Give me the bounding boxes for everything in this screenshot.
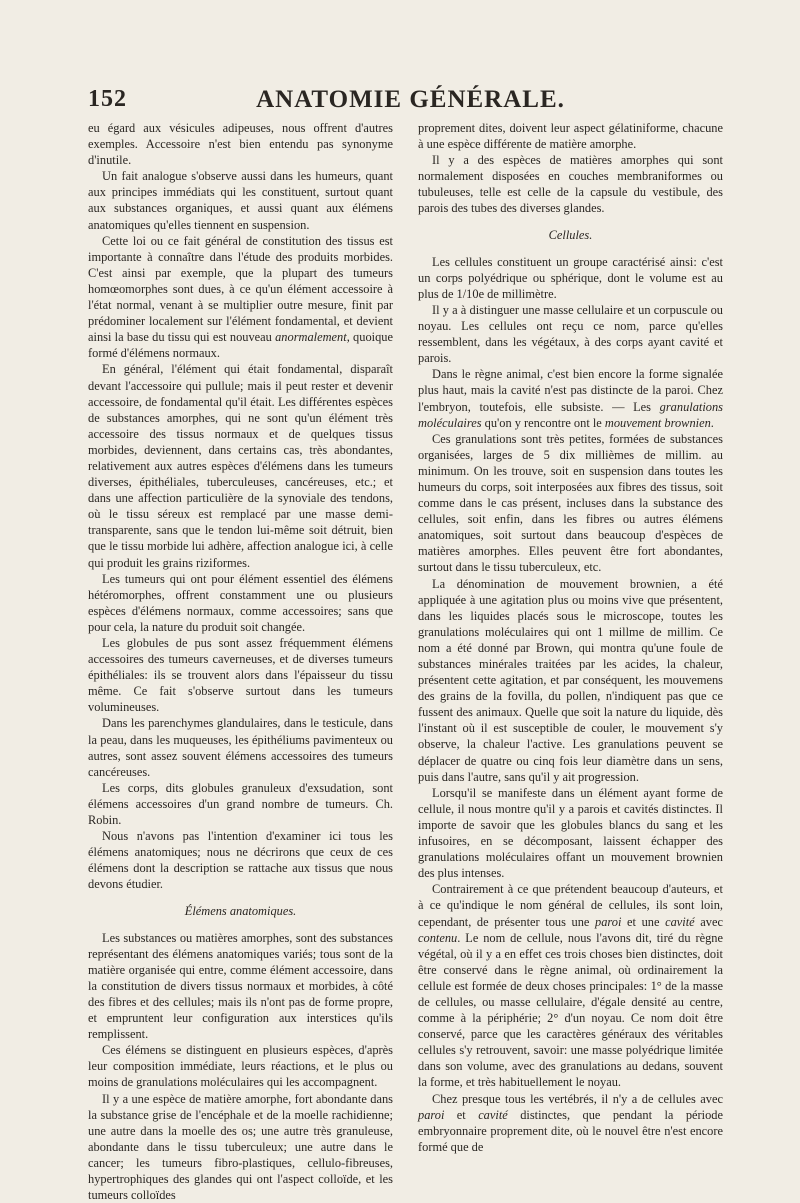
paragraph bbox=[418, 1091, 723, 1155]
italic-term: paroi bbox=[595, 914, 622, 929]
paragraph: Nous n'avons pas l'intention d'examiner ici tous les élémens anatomiques; nous ne décrirons que ceux de ces élémens dont la description se rattache aux tissus que nous devons étudier. bbox=[88, 829, 393, 892]
paragraph: Ces élémens se distinguent en plusieurs espèces, d'après leur composition immédiate, leurs réactions, et le plus ou moins de granulations moléculaires qui les accompagnent. bbox=[88, 1043, 393, 1090]
paragraph: Les cellules constituent un groupe caractérisé ainsi: c'est un corps polyédrique ou sphérique, dont le volume est au plus de 1/10e de millimètre. bbox=[418, 254, 723, 301]
paragraph: Il y a des espèces de matières amorphes qui sont normalement disposées en couches membraniformes ou tubuleuses, telle est celle de la capsule du vestibule, des parois des tubes des diverses glandes. bbox=[418, 153, 723, 216]
italic-term: cavité bbox=[478, 1107, 508, 1122]
paragraph: En général, l'élément qui était fondamental, disparaît devant l'accessoire qui pullule; mais il peut rester et devenir accessoire, de fondamental qu'il était. Les différentes espèces de substances amorphes, qui ne sont qu'un élément très accessoire des tissus normaux et de quelques tissus morbides, deviennent, dans certains cas, très abondantes, relativement aux autres espèces d'élémens dans les tumeurs diverses, épithéliales, tuberculeuses, cancéreuses, etc.; et dans une affection particulière de la synoviale des tendons, où le tissu séreux est remplacé par une masse demi-transparente, sans que le tendon lui-même soit détruit, bien que le tissu morbide lui adhère, affection analogue ici, à celle qui produit les grains riziformes. bbox=[88, 362, 393, 570]
section-heading: Élémens anatomiques. bbox=[184, 903, 297, 918]
paragraph-text: Chez presque tous les vertébrés, il n'y a de cellules avec bbox=[432, 1091, 723, 1106]
paragraph-text: Contrairement à ce que prétendent beaucoup d'auteurs, et à ce qu'indique le nom général de cellules, ils sont loin, cependant, de présenter tous une bbox=[418, 882, 723, 929]
italic-term: mouvement brownien bbox=[604, 415, 711, 430]
paragraph-text: avec bbox=[694, 914, 723, 929]
paragraph-text: distinctes, que pendant la période embryonnaire proprement dite, où le nouvel être n'est encore formé que de bbox=[418, 1107, 723, 1154]
paragraph-text: Cette loi ou ce fait général de constitution des tissus est importante à connaître dans l'étude des produits morbides. C'est ainsi par exemple, que la plupart des tumeurs homœomorphes sont dues, à ce qu'un élément accessoire à l'état normal, venant à se multiplier outre mesure, finit par prédominer localement sur l'élément fondamental, et devient ainsi la base du tissu qui est nouveau bbox=[88, 233, 393, 345]
paragraph: Un fait analogue s'observe aussi dans les humeurs, quant aux principes immédiats qui les constituent, surtout quant aux substances organiques, et aussi quant aux élémens anatomiques qu'elles tiennent en suspension. bbox=[88, 169, 393, 232]
paragraph: eu égard aux vésicules adipeuses, nous offrent d'autres exemples. Accessoire n'est bien entendu pas synonyme d'inutile. bbox=[88, 121, 393, 168]
page-header bbox=[88, 86, 733, 116]
paragraph: Les corps, dits globules granuleux d'exsudation, sont élémens accessoires d'un grand nombre de tumeurs. Ch. Robin. bbox=[88, 780, 393, 828]
paragraph: Dans les parenchymes glandulaires, dans le testicule, dans la peau, dans les muqueuses, les épithéliums pavimenteux ou autres, sont assez souvent élémens accessoires des tumeurs cancéreuses. bbox=[88, 716, 393, 779]
paragraph: Ces granulations sont très petites, formées de substances organisées, larges de 5 dix millièmes de millim. au minimum. On les trouve, soit en suspension dans toutes les humeurs du corps, soit interposées aux fibres des tissus, soit comme dans le cas présent, incluses dans la substance des cellules, soit enfin, dans les fibres ou autres élémens anatomiques, soit surtout dans beaucoup d'espèces de matières amorphes. Elles peuvent être fort abondantes, surtout dans le tissu tuberculeux, etc. bbox=[418, 431, 723, 575]
paragraph: Les globules de pus sont assez fréquemment élémens accessoires des tumeurs caverneuses, et de diverses tumeurs épithéliales: ils se trouvent alors dans l'épaisseur du tissu même. Ce fait s'observe surtout dans les tumeurs volumineuses. bbox=[88, 636, 393, 715]
italic-term: anormalement bbox=[275, 330, 347, 345]
paragraph-text: qu'on y rencontre ont le bbox=[481, 415, 605, 430]
paragraph: Les tumeurs qui ont pour élément essentiel des élémens hétéromorphes, offrent constamment une ou plusieurs espèces d'élémens normaux, comme accessoires; sans que pour cela, la nature du produit soit changée. bbox=[88, 571, 393, 634]
paragraph-text: . Le nom de cellule, nous l'avons dit, tiré du règne végétal, où il y a en effet ces trois choses bien distinctes, doit être conservé dans le règne animal, où ordinairement la cellule est formée de deux choses principales: 1° de la masse de cellules, ou masse cellulaire, d'égale densité au centre, comme à la périphérie; 2° d'un noyau. Ce nom doit être conservé, parce que les caractères généraux des véritables cellules s'y retrouvent, savoir: une masse polyédrique limitée dans son volume, avec des granulations au dedans, souvent la forme, et très habituellement le noyau. bbox=[418, 930, 723, 1090]
paragraph: Il y a à distinguer une masse cellulaire et un corpuscule ou noyau. Les cellules ont reçu ce nom, parce qu'elles ressemblent, dans les végétaux, à des corps ayant cavité et parois. bbox=[418, 302, 723, 366]
italic-term: cavité bbox=[665, 914, 695, 929]
paragraph: Les substances ou matières amorphes, sont des substances représentant des élémens anatomiques variés; tous sont de la matière organisée qui entre, comme élément accessoire, dans la constitution de divers tissus normaux et morbides, à côté des fibres et des cellules; mais ils n'ont pas de forme propre, et empruntent leur configuration aux interstices qu'ils remplissent. bbox=[88, 930, 393, 1042]
paragraph: proprement dites, doivent leur aspect gélatiniforme, chacune à une espèce différente de matière amorphe. bbox=[418, 121, 723, 152]
paragraph-text: et une bbox=[621, 914, 666, 929]
section-heading: Cellules. bbox=[548, 227, 593, 242]
italic-term: contenu bbox=[418, 930, 458, 945]
left-column bbox=[88, 120, 393, 1203]
paragraph: Lorsqu'il se manifeste dans un élément ayant forme de cellule, il nous montre qu'il y a parois et cavités distinctes. Il importe de savoir que les globules blancs du sang et les infusoires, en se décomposant, laissent échapper des granulations moléculaires offant un mouvement brownien des plus intenses. bbox=[418, 785, 723, 881]
paragraph bbox=[88, 233, 393, 362]
page-number: 152 bbox=[88, 86, 127, 112]
paragraph bbox=[418, 366, 723, 430]
paragraph-text: et bbox=[444, 1107, 479, 1122]
running-title: ANATOMIE GÉNÉRALE. bbox=[256, 86, 565, 113]
paragraph bbox=[418, 881, 723, 1090]
paragraph: Il y a une espèce de matière amorphe, fort abondante dans la substance grise de l'encéphale et de la moelle rachidienne; une autre dans la moelle des os; une autre très granuleuse, abondante dans le tissu tuberculeux; une autre dans le cancer; les tumeurs fibro-plastiques, cellulo-fibreuses, hypertrophiques des glandes qui ont l'aspect colloïde, et les tumeurs colloïdes bbox=[88, 1091, 393, 1203]
paragraph: La dénomination de mouvement brownien, a été appliquée à une agitation plus ou moins vive que présentent, dans les liquides placés sous le microscope, toutes les granulations moléculaires qui ont 1 millme de millim. Ce nom a été donné par Brown, qui montra qu'une foule de substances minérales traitées par les acides, la chaleur, présentent cette agitation, et par conséquent, les mouvemens des grains de la fovilla, du pollen, n'indiquent pas que ce fussent des animaux. Quelle que soit la nature du liquide, dès l'instant où il est susceptible de couler, le mouvement s'y observe, la chaleur l'active. Les granulations peuvent se déplacer de quatre ou cinq fois leur diamètre dans un sens, puis dans l'autre, sans qu'il y ait progression. bbox=[418, 576, 723, 784]
italic-term: paroi bbox=[418, 1107, 445, 1122]
paragraph-text: . bbox=[710, 415, 714, 430]
paragraph-text: Dans le règne animal, c'est bien encore la forme signalée plus haut, mais la cavité n'est pas distincte de la paroi. Chez l'embryon, toutefois, elle subsiste. — Les bbox=[418, 367, 723, 414]
italic-term: granulations moléculaires bbox=[418, 399, 723, 430]
right-column bbox=[418, 120, 723, 1155]
paragraph-text: , quoique formé d'élémens normaux. bbox=[88, 330, 393, 361]
